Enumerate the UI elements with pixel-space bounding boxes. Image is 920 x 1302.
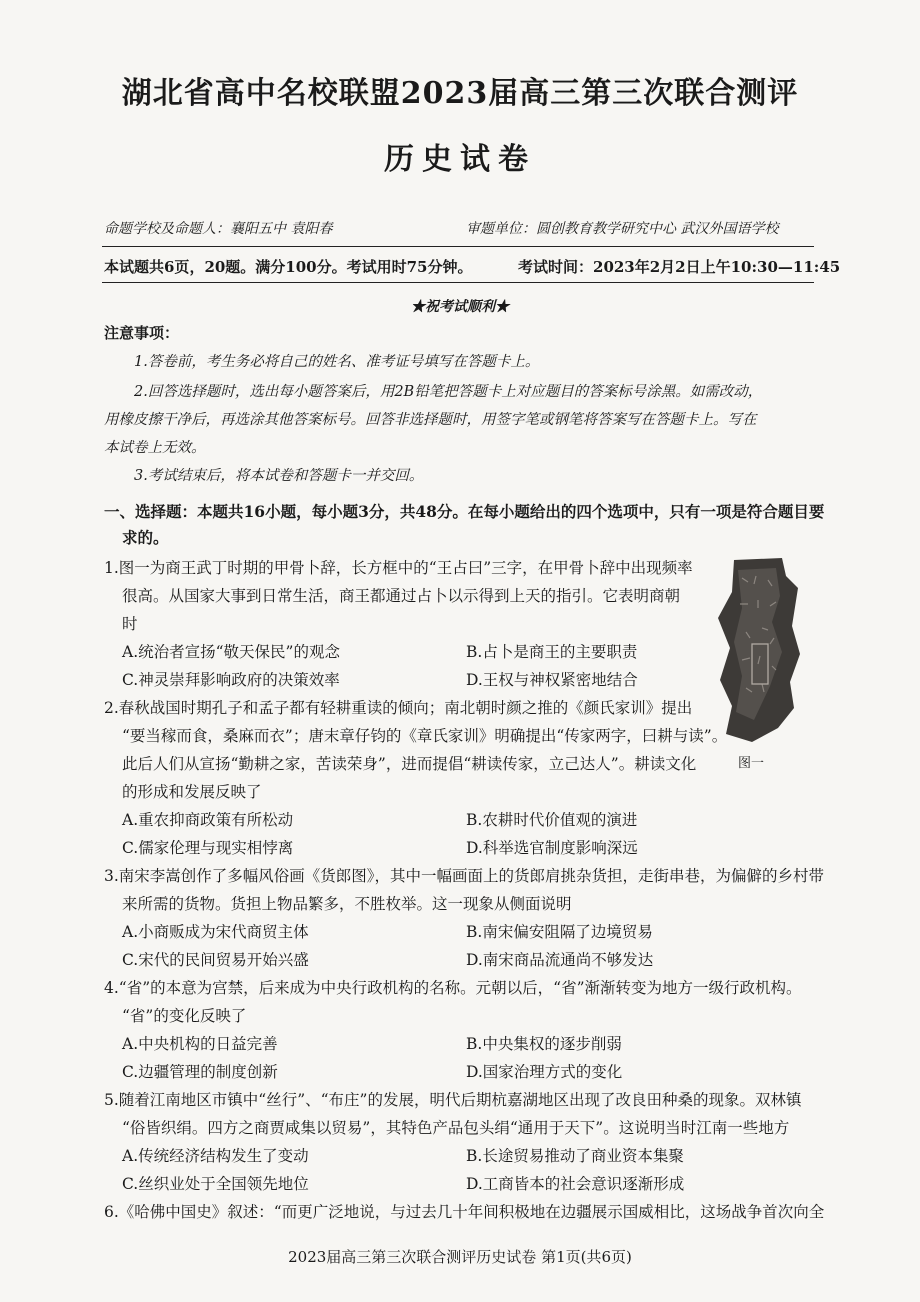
note-line: 3.考试结束后，将本试卷和答题卡一并交回。 <box>134 468 424 484</box>
exam-subject: 历史试卷 <box>384 142 536 177</box>
question-line: 的形成和发展反映了 <box>122 783 262 801</box>
question-line: 很高。从国家大事到日常生活，商王都通过占卜以示得到上天的指引。它表明商朝 <box>122 587 681 605</box>
question-line: 4.“省”的本意为宫禁，后来成为中央行政机构的名称。元朝以后，“省”渐渐转变为地方一级行政机构。 <box>104 979 802 997</box>
divider-bottom <box>102 282 814 283</box>
option-c: C.儒家伦理与现实相悖离 <box>122 839 294 857</box>
note-line: 1.答卷前，考生务必将自己的姓名、准考证号填写在答题卡上。 <box>134 354 540 370</box>
figure-caption: 图一 <box>738 756 765 771</box>
option-a: A.传统经济结构发生了变动 <box>122 1147 309 1165</box>
notes-heading: 注意事项： <box>104 324 180 342</box>
option-c: C.神灵崇拜影响政府的决策效率 <box>122 671 340 689</box>
note-line: 2.回答选择题时，选出每小题答案后，用2B铅笔把答题卡上对应题目的答案标号涂黑。如需改动， <box>134 384 763 400</box>
divider-top <box>102 246 814 247</box>
option-d: D.南宋商品流通尚不够发达 <box>466 951 654 969</box>
author-line: 命题学校及命题人：襄阳五中 袁阳春 <box>104 221 333 237</box>
exam-info: 本试题共6页，20题。满分100分。考试用时75分钟。 <box>104 258 473 276</box>
good-luck-banner: ★祝考试顺利★ <box>411 299 509 315</box>
question-line: 时 <box>122 615 138 633</box>
question-line: “要当稼而食，桑麻而衣”；唐末章仔钧的《章氏家训》明确提出“传家两字，曰耕与读”。 <box>122 727 728 745</box>
exam-title: 湖北省高中名校联盟2023届高三第三次联合测评 <box>121 76 799 111</box>
question-line: “俗皆织绢。四方之商贾咸集以贸易”，其特色产品包头绢“通用于天下”。这说明当时江南一些地方 <box>122 1119 790 1137</box>
option-a: A.统治者宣扬“敬天保民”的观念 <box>122 643 340 661</box>
option-d: D.国家治理方式的变化 <box>466 1063 623 1081</box>
option-d: D.工商皆本的社会意识逐渐形成 <box>466 1175 685 1193</box>
question-line: 此后人们从宣扬“勤耕之家，苦读荣身”，进而提倡“耕读传家，立己达人”。耕读文化 <box>122 755 697 773</box>
reviewer-line: 审题单位：圆创教育教学研究中心 武汉外国语学校 <box>466 221 779 237</box>
question-line: 1.图一为商王武丁时期的甲骨卜辞，长方框中的“王占曰”三字，在甲骨卜辞中出现频率 <box>104 559 693 577</box>
option-a: A.中央机构的日益完善 <box>122 1035 278 1053</box>
option-d: D.科举选官制度影响深远 <box>466 839 638 857</box>
question-line: “省”的变化反映了 <box>122 1007 247 1025</box>
page-footer: 2023届高三第三次联合测评历史试卷 第1页(共6页) <box>288 1248 632 1266</box>
option-b: B.长途贸易推动了商业资本集聚 <box>466 1147 684 1165</box>
option-b: B.南宋偏安阻隔了边境贸易 <box>466 923 653 941</box>
oracle-bone-image <box>712 556 802 746</box>
option-c: C.宋代的民间贸易开始兴盛 <box>122 951 309 969</box>
option-b: B.中央集权的逐步削弱 <box>466 1035 622 1053</box>
option-d: D.王权与神权紧密地结合 <box>466 671 638 689</box>
question-line: 2.春秋战国时期孔子和孟子都有轻耕重读的倾向；南北朝时颜之推的《颜氏家训》提出 <box>104 699 693 717</box>
question-line: 来所需的货物。货担上物品繁多，不胜枚举。这一现象从侧面说明 <box>122 895 572 913</box>
section-heading: 一、选择题：本题共16小题，每小题3分，共48分。在每小题给出的四个选项中，只有一项是符合题目要 <box>104 502 825 521</box>
question-line: 6.《哈佛中国史》叙述：“而更广泛地说，与过去几十年间积极地在边疆展示国威相比，这场战争首次向全 <box>104 1203 825 1221</box>
exam-time: 考试时间：2023年2月2日上午10:30—11:45 <box>518 258 841 276</box>
option-a: A.重农抑商政策有所松动 <box>122 811 294 829</box>
option-b: B.农耕时代价值观的演进 <box>466 811 638 829</box>
note-line: 本试卷上无效。 <box>104 440 206 456</box>
question-line: 3.南宋李嵩创作了多幅风俗画《货郎图》，其中一幅画面上的货郎肩挑杂货担，走街串巷，为偏僻的乡村带 <box>104 867 825 885</box>
option-c: C.丝织业处于全国领先地位 <box>122 1175 309 1193</box>
note-line: 用橡皮擦干净后，再选涂其他答案标号。回答非选择题时，用签字笔或钢笔将答案写在答题卡上。写在 <box>104 412 757 428</box>
option-c: C.边疆管理的制度创新 <box>122 1063 278 1081</box>
question-line: 5.随着江南地区市镇中“丝行”、“布庄”的发展，明代后期杭嘉湖地区出现了改良田种桑的现象。双林镇 <box>104 1091 802 1109</box>
option-b: B.占卜是商王的主要职责 <box>466 643 638 661</box>
option-a: A.小商贩成为宋代商贸主体 <box>122 923 309 941</box>
section-heading-cont: 求的。 <box>122 528 169 547</box>
